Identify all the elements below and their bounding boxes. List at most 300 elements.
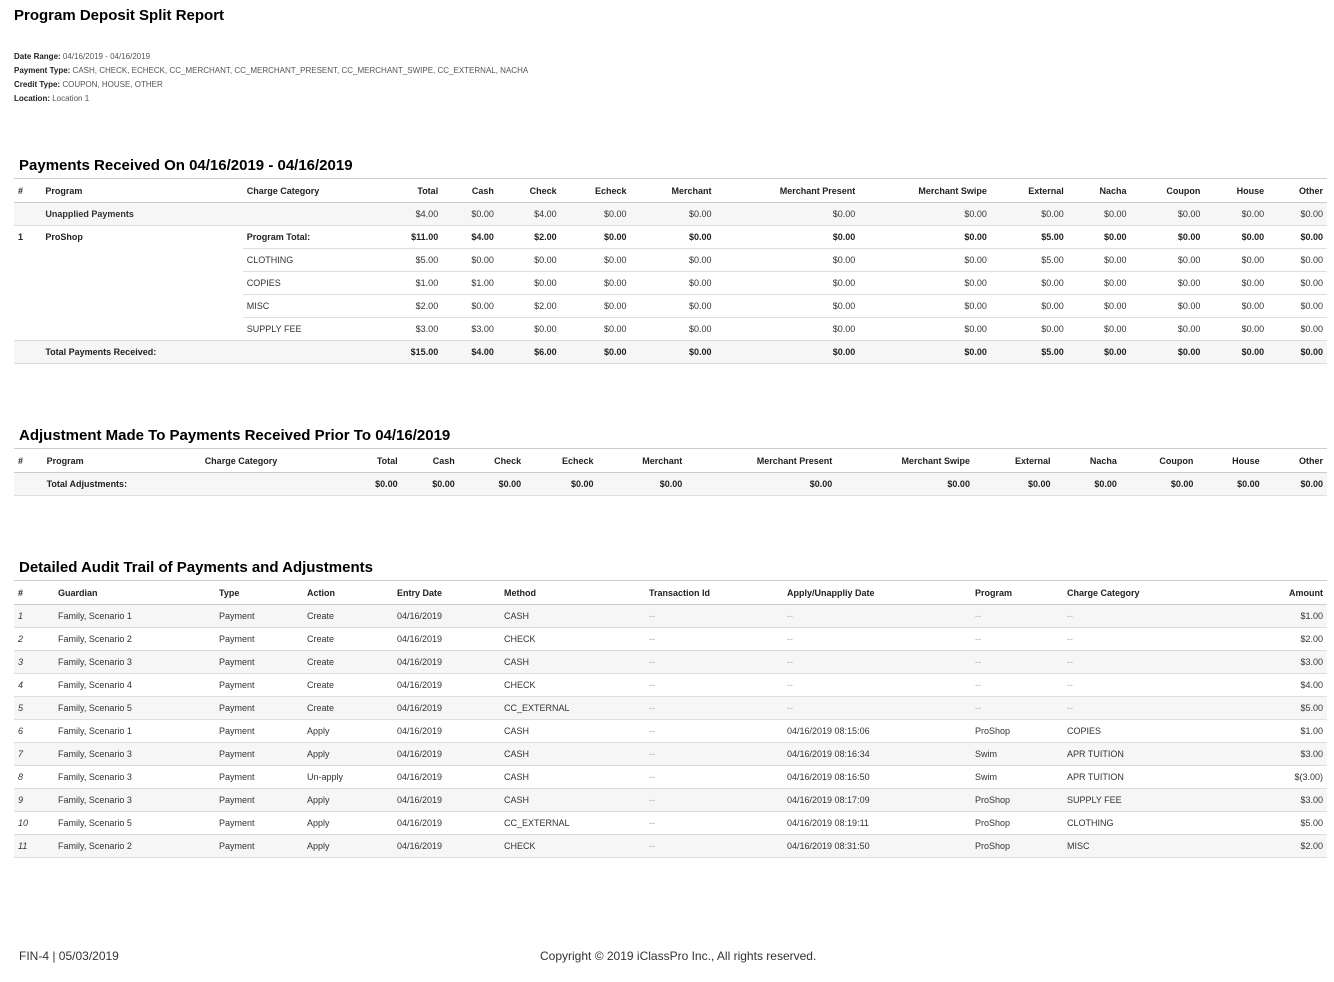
amount: $1.00 [1213,605,1327,628]
row-number: 1 [18,232,24,243]
amount-cell: $0.00 [1068,249,1131,272]
amount-cell: $0.00 [498,249,561,272]
column-header: Coupon [1121,449,1198,473]
guardian: Family, Scenario 3 [54,651,215,674]
amount-cell: $0.00 [716,295,860,318]
entry-date: 04/16/2019 [393,720,500,743]
amount-cell: $0.00 [716,341,860,364]
report-title: Program Deposit Split Report [14,7,225,24]
amount-cell: $4.00 [442,226,498,249]
amount-cell: $0.00 [716,318,860,341]
column-header: House [1197,449,1263,473]
amount-cell: $0.00 [459,473,525,496]
amount-cell: $0.00 [561,341,631,364]
audit-header-row [14,581,1327,605]
entry-date: 04/16/2019 [393,605,500,628]
column-header: Nacha [1055,449,1121,473]
guardian: Family, Scenario 3 [54,789,215,812]
apply-date: -- [783,651,971,674]
column-header: # [14,179,41,203]
column-header: Merchant Swipe [836,449,974,473]
amount-cell: $0.00 [561,226,631,249]
column-header: Check [459,449,525,473]
transaction-id: -- [645,697,783,720]
entry-date: 04/16/2019 [393,789,500,812]
amount-cell: $4.00 [442,341,498,364]
column-header: Apply/Unappliy Date [783,581,971,605]
program: -- [971,605,1063,628]
table-row [14,720,1327,743]
amount-cell: $0.00 [859,295,991,318]
action: Create [303,697,393,720]
amount-cell: $0.00 [525,473,597,496]
column-header: Other [1264,449,1327,473]
charge-category: Program Total: [243,226,361,249]
type: Payment [215,628,303,651]
amount-cell: $0.00 [991,272,1068,295]
amount-cell: $0.00 [991,203,1068,226]
action: Apply [303,789,393,812]
amount-cell: $11.00 [361,226,442,249]
amount: $2.00 [1213,628,1327,651]
guardian: Family, Scenario 5 [54,697,215,720]
table-row [14,743,1327,766]
table-row [14,318,1327,341]
amount-cell: $0.00 [498,272,561,295]
method: CASH [500,651,645,674]
entry-date: 04/16/2019 [393,651,500,674]
amount-cell: $0.00 [630,203,715,226]
amount: $1.00 [1213,720,1327,743]
charge-category [243,203,361,226]
entry-date: 04/16/2019 [393,674,500,697]
amount-cell: $0.00 [1204,341,1268,364]
amount-cell: $0.00 [402,473,459,496]
apply-date: -- [783,628,971,651]
row-number: 1 [14,605,54,628]
method: CHECK [500,674,645,697]
program: ProShop [971,812,1063,835]
transaction-id: -- [645,766,783,789]
transaction-id: -- [645,628,783,651]
amount-cell: $0.00 [991,295,1068,318]
amount-cell: $0.00 [1131,341,1205,364]
amount-cell: $0.00 [716,272,860,295]
amount-cell: $0.00 [836,473,974,496]
method: CASH [500,789,645,812]
amount-cell: $0.00 [1055,473,1121,496]
column-header: Cash [442,179,498,203]
type: Payment [215,605,303,628]
charge-category: -- [1063,697,1213,720]
amount-cell: $0.00 [630,318,715,341]
column-header: Echeck [525,449,597,473]
amount-cell: $0.00 [1204,203,1268,226]
charge-category [243,341,361,364]
column-header: House [1204,179,1268,203]
amount-cell: $6.00 [498,341,561,364]
amount-cell: $0.00 [1268,341,1327,364]
transaction-id: -- [645,605,783,628]
amount-cell: $5.00 [991,226,1068,249]
row-number: 4 [14,674,54,697]
column-header: Total [361,179,442,203]
row-number [14,272,41,295]
payments-section-title: Payments Received On 04/16/2019 - 04/16/2019 [19,157,353,174]
row-number: 8 [14,766,54,789]
program-name: Unapplied Payments [41,203,242,226]
guardian: Family, Scenario 5 [54,812,215,835]
amount-cell: $0.00 [1131,226,1205,249]
table-row [14,295,1327,318]
column-header: Nacha [1068,179,1131,203]
row-number: 3 [14,651,54,674]
amount: $3.00 [1213,743,1327,766]
method: CASH [500,766,645,789]
method: CC_EXTERNAL [500,697,645,720]
amount-cell: $0.00 [859,226,991,249]
column-header: Type [215,581,303,605]
charge-category: -- [1063,674,1213,697]
column-header: Cash [402,449,459,473]
method: CASH [500,743,645,766]
table-row [14,674,1327,697]
copyright: Copyright © 2019 iClassPro Inc., All rights reserved. [540,949,817,963]
amount-cell: $4.00 [498,203,561,226]
column-header: Program [41,179,242,203]
amount: $3.00 [1213,651,1327,674]
program: -- [971,697,1063,720]
amount-cell: $0.00 [716,226,860,249]
entry-date: 04/16/2019 [393,743,500,766]
method: CHECK [500,628,645,651]
apply-date: -- [783,605,971,628]
row-number: 6 [14,720,54,743]
type: Payment [215,674,303,697]
table-row [14,835,1327,858]
type: Payment [215,835,303,858]
amount-cell: $5.00 [991,341,1068,364]
amount-cell: $0.00 [442,203,498,226]
method: CASH [500,720,645,743]
amount-cell: $5.00 [991,249,1068,272]
apply-date: 04/16/2019 08:19:11 [783,812,971,835]
table-row [14,651,1327,674]
table-row [14,226,1327,249]
charge-category: -- [1063,651,1213,674]
charge-category: CLOTHING [1063,812,1213,835]
amount-cell: $2.00 [361,295,442,318]
charge-category: MISC [1063,835,1213,858]
amount-cell: $0.00 [991,318,1068,341]
column-header: Check [498,179,561,203]
method: CC_EXTERNAL [500,812,645,835]
amount-cell: $0.00 [1131,318,1205,341]
amount-cell: $0.00 [561,295,631,318]
charge-category: -- [1063,605,1213,628]
charge-category: SUPPLY FEE [243,318,361,341]
column-header: Coupon [1131,179,1205,203]
column-header: Charge Category [1063,581,1213,605]
column-header: Entry Date [393,581,500,605]
amount-cell: $0.00 [1268,203,1327,226]
report-code-date: FIN-4 | 05/03/2019 [19,949,119,963]
amount: $3.00 [1213,789,1327,812]
program-name [41,249,242,272]
table-row [14,766,1327,789]
table-row [14,473,1327,496]
amount-cell: $0.00 [1204,295,1268,318]
program-name: Total Payments Received: [41,341,242,364]
charge-category: -- [1063,628,1213,651]
entry-date: 04/16/2019 [393,835,500,858]
amount-cell: $0.00 [1197,473,1263,496]
column-header: External [991,179,1068,203]
filter-credit-type: Credit Type: COUPON, HOUSE, OTHER [14,80,163,89]
amount-cell: $0.00 [561,249,631,272]
program: Swim [971,743,1063,766]
payments-table [14,178,1327,364]
amount-cell: $0.00 [859,318,991,341]
program-name [41,295,242,318]
adjustments-header-row [14,449,1327,473]
amount-cell: $0.00 [1068,318,1131,341]
table-row [14,697,1327,720]
amount-cell: $0.00 [716,249,860,272]
column-header: Method [500,581,645,605]
guardian: Family, Scenario 1 [54,720,215,743]
type: Payment [215,720,303,743]
amount-cell: $0.00 [1204,318,1268,341]
amount-cell: $0.00 [1068,226,1131,249]
report-filters [14,50,528,106]
adjustments-table [14,448,1327,496]
row-number: 9 [14,789,54,812]
table-row [14,249,1327,272]
charge-category: SUPPLY FEE [1063,789,1213,812]
row-number: 7 [14,743,54,766]
column-header: Other [1268,179,1327,203]
table-row [14,272,1327,295]
row-number [14,318,41,341]
amount-cell: $0.00 [1131,272,1205,295]
entry-date: 04/16/2019 [393,697,500,720]
amount-cell: $0.00 [630,272,715,295]
type: Payment [215,651,303,674]
guardian: Family, Scenario 1 [54,605,215,628]
amount-cell: $0.00 [1068,295,1131,318]
entry-date: 04/16/2019 [393,766,500,789]
program-name: ProShop [45,232,83,243]
amount-cell: $0.00 [442,295,498,318]
row-number: 2 [14,628,54,651]
column-header: External [974,449,1055,473]
amount-cell: $0.00 [716,203,860,226]
row-number [14,203,41,226]
row-number: 5 [14,697,54,720]
program-name [41,318,242,341]
amount-cell: $0.00 [1131,203,1205,226]
row-number [14,473,43,496]
table-row [14,605,1327,628]
column-header: Program [971,581,1063,605]
charge-category [201,473,320,496]
charge-category: COPIES [243,272,361,295]
amount-cell: $0.00 [1204,249,1268,272]
program-name [41,272,242,295]
amount-cell: $0.00 [1268,295,1327,318]
table-row [14,341,1327,364]
amount-cell: $0.00 [561,318,631,341]
transaction-id: -- [645,651,783,674]
amount-cell: $0.00 [1268,272,1327,295]
amount-cell: $0.00 [1268,318,1327,341]
column-header: Merchant Present [686,449,836,473]
column-header: # [14,581,54,605]
charge-category: APR TUITION [1063,743,1213,766]
audit-section-title: Detailed Audit Trail of Payments and Adjustments [19,559,373,576]
program: -- [971,628,1063,651]
filter-payment-type: Payment Type: CASH, CHECK, ECHECK, CC_MERCHANT, CC_MERCHANT_PRESENT, CC_MERCHANT_SWIPE, CC_EXTERNAL, NACHA [14,66,529,75]
guardian: Family, Scenario 3 [54,766,215,789]
amount-cell: $2.00 [498,226,561,249]
column-header: Guardian [54,581,215,605]
action: Un-apply [303,766,393,789]
column-header: Merchant [598,449,687,473]
type: Payment [215,697,303,720]
row-number [14,341,41,364]
amount-cell: $0.00 [630,249,715,272]
table-row [14,628,1327,651]
amount-cell: $0.00 [630,341,715,364]
column-header: Total [320,449,402,473]
amount: $2.00 [1213,835,1327,858]
amount-cell: $0.00 [1264,473,1327,496]
charge-category: COPIES [1063,720,1213,743]
transaction-id: -- [645,743,783,766]
column-header: Merchant [630,179,715,203]
column-header: Merchant Swipe [859,179,991,203]
guardian: Family, Scenario 2 [54,628,215,651]
table-row [14,203,1327,226]
amount-cell: $15.00 [361,341,442,364]
program: -- [971,674,1063,697]
amount-cell: $0.00 [1268,226,1327,249]
amount-cell: $0.00 [630,295,715,318]
column-header: Program [43,449,201,473]
amount-cell: $0.00 [1068,272,1131,295]
guardian: Family, Scenario 2 [54,835,215,858]
method: CASH [500,605,645,628]
column-header: Charge Category [243,179,361,203]
amount-cell: $0.00 [1068,203,1131,226]
column-header: Transaction Id [645,581,783,605]
action: Apply [303,720,393,743]
charge-category: MISC [243,295,361,318]
program: ProShop [971,789,1063,812]
row-number [14,295,41,318]
amount-cell: $0.00 [974,473,1055,496]
transaction-id: -- [645,674,783,697]
amount-cell: $0.00 [1121,473,1198,496]
type: Payment [215,789,303,812]
amount: $(3.00) [1213,766,1327,789]
amount: $5.00 [1213,812,1327,835]
amount-cell: $2.00 [498,295,561,318]
program: ProShop [971,720,1063,743]
filter-date-range: Date Range: 04/16/2019 - 04/16/2019 [14,52,151,61]
transaction-id: -- [645,835,783,858]
amount-cell: $0.00 [1204,272,1268,295]
program: Swim [971,766,1063,789]
column-header: Amount [1213,581,1327,605]
charge-category: CLOTHING [243,249,361,272]
amount-cell: $0.00 [498,318,561,341]
action: Create [303,605,393,628]
program: ProShop [971,835,1063,858]
row-number [14,249,41,272]
apply-date: -- [783,697,971,720]
apply-date: -- [783,674,971,697]
amount: $4.00 [1213,674,1327,697]
guardian: Family, Scenario 4 [54,674,215,697]
table-row [14,812,1327,835]
program: -- [971,651,1063,674]
amount-cell: $0.00 [630,226,715,249]
amount-cell: $0.00 [859,203,991,226]
transaction-id: -- [645,812,783,835]
amount-cell: $0.00 [561,203,631,226]
apply-date: 04/16/2019 08:15:06 [783,720,971,743]
column-header: # [14,449,43,473]
program-name: Total Adjustments: [43,473,201,496]
entry-date: 04/16/2019 [393,628,500,651]
amount-cell: $0.00 [859,249,991,272]
amount-cell: $0.00 [1131,249,1205,272]
amount-cell: $1.00 [361,272,442,295]
amount-cell: $0.00 [1268,249,1327,272]
amount: $5.00 [1213,697,1327,720]
guardian: Family, Scenario 3 [54,743,215,766]
amount-cell: $0.00 [859,272,991,295]
amount-cell: $0.00 [1068,341,1131,364]
filter-location: Location: Location 1 [14,94,90,103]
type: Payment [215,812,303,835]
amount-cell: $0.00 [561,272,631,295]
apply-date: 04/16/2019 08:31:50 [783,835,971,858]
amount-cell: $0.00 [598,473,687,496]
type: Payment [215,743,303,766]
row-number: 10 [14,812,54,835]
action: Create [303,651,393,674]
transaction-id: -- [645,789,783,812]
amount-cell: $4.00 [361,203,442,226]
amount-cell: $3.00 [361,318,442,341]
amount-cell: $0.00 [1131,295,1205,318]
adjustments-section-title: Adjustment Made To Payments Received Prior To 04/16/2019 [19,427,451,444]
apply-date: 04/16/2019 08:17:09 [783,789,971,812]
action: Apply [303,835,393,858]
column-header: Echeck [561,179,631,203]
amount-cell: $5.00 [361,249,442,272]
apply-date: 04/16/2019 08:16:34 [783,743,971,766]
column-header: Charge Category [201,449,320,473]
audit-table [14,580,1327,858]
payments-header-row [14,179,1327,203]
amount-cell: $0.00 [686,473,836,496]
amount-cell: $0.00 [442,249,498,272]
amount-cell: $3.00 [442,318,498,341]
